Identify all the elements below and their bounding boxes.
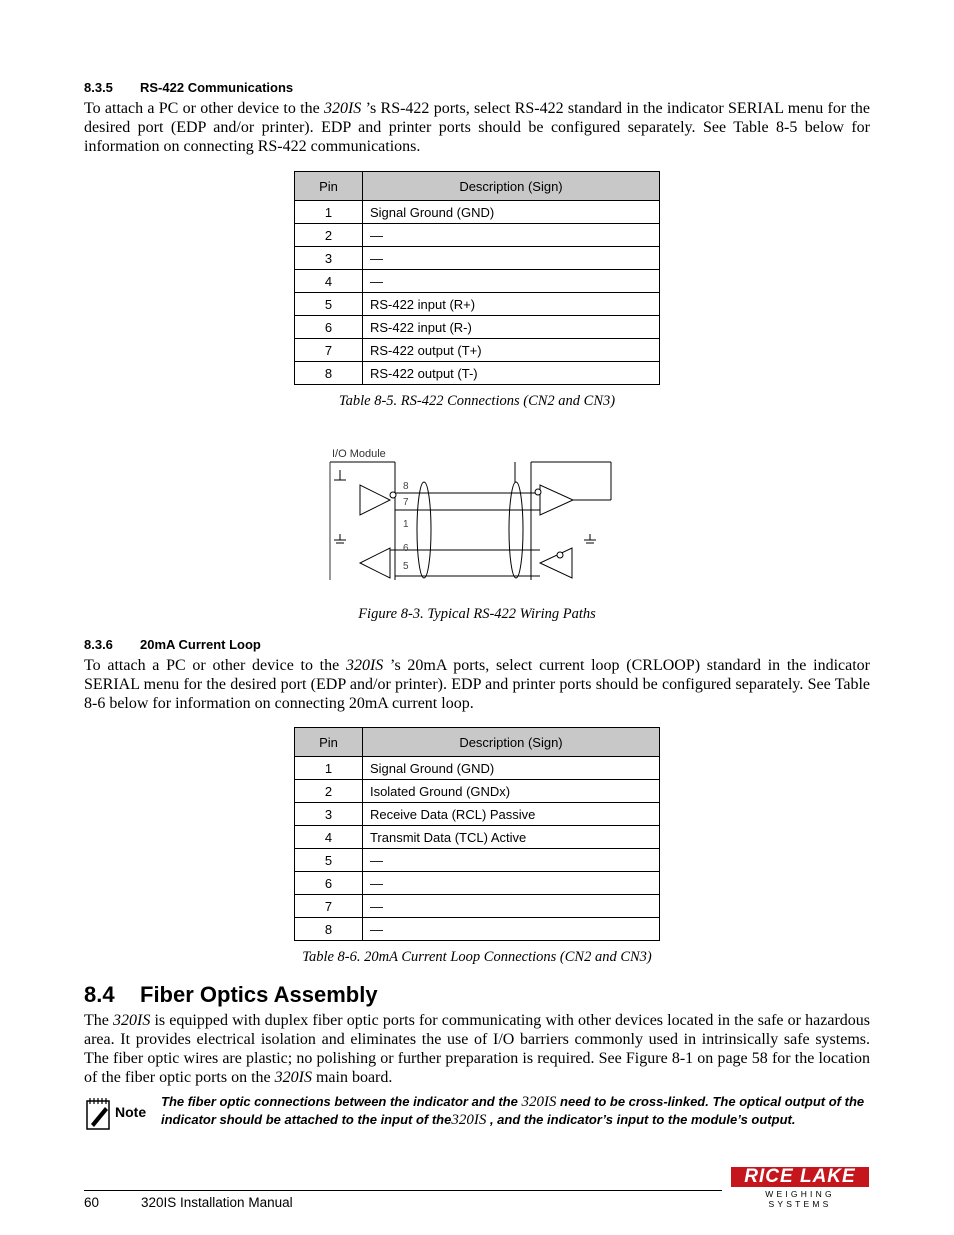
description-cell: —	[362, 872, 659, 895]
column-header-description: Description (Sign)	[362, 728, 659, 757]
paragraph-fiber-optics: The 320IS is equipped with duplex fiber optic ports for communicating with other devices located in the safe or hazardous area. It provides electrical isolation and eliminates the use of I/O barriers commonly used in intrinsically safe systems. The fiber optic wires are plastic; no polishing or further preparation is required. See Figure 8-1 on page 58 for the location of the fiber optic ports on the 320IS main board.	[84, 1012, 870, 1086]
pin-label: 5	[403, 561, 409, 572]
description-cell: —	[362, 270, 659, 293]
pin-cell: 7	[295, 339, 363, 362]
description-cell: RS-422 input (R+)	[362, 293, 659, 316]
note-callout	[85, 1097, 155, 1131]
table-row	[295, 849, 660, 872]
pin-cell: 4	[295, 270, 363, 293]
table-row	[295, 872, 660, 895]
pin-cell: 6	[295, 316, 363, 339]
product-name: 320IS	[113, 1012, 151, 1029]
table-row	[295, 293, 660, 316]
footer-rule	[84, 1190, 722, 1191]
product-name: 320IS	[521, 1094, 557, 1110]
page-number: 60	[84, 1195, 100, 1210]
table-row	[295, 757, 660, 780]
pin-label: 7	[403, 497, 409, 508]
section-heading-835	[84, 80, 293, 95]
table-caption: Table 8-6. 20mA Current Loop Connections (CN2 and CN3)	[302, 949, 652, 965]
section-heading-84	[84, 982, 378, 1008]
description-cell: Signal Ground (GND)	[362, 201, 659, 224]
pin-cell: 1	[295, 757, 363, 780]
section-number: 8.3.5	[84, 80, 113, 95]
pin-cell: 6	[295, 872, 363, 895]
description-cell: —	[362, 895, 659, 918]
notepad-icon	[85, 1097, 113, 1131]
table-row	[295, 895, 660, 918]
logo-wordmark: RICE LAKE	[731, 1167, 869, 1187]
pin-cell: 1	[295, 201, 363, 224]
description-cell: —	[362, 918, 659, 941]
table-row	[295, 826, 660, 849]
rice-lake-logo	[731, 1167, 869, 1209]
table-caption: Table 8-5. RS-422 Connections (CN2 and CN3)	[338, 393, 616, 409]
section-number: 8.4	[84, 982, 115, 1007]
paragraph-current-loop: To attach a PC or other device to the 320IS ’s 20mA ports, select current loop (CRLOOP) standard in the indicator SERIAL menu for the desired port (EDP and/or printer). EDP and printer ports should be configured separately. See Table 8-6 below for information on connecting 20mA current loop.	[84, 657, 871, 712]
pin-cell: 2	[295, 780, 363, 803]
column-header-pin: Pin	[295, 728, 363, 757]
section-title: Fiber Optics Assembly	[140, 982, 378, 1007]
description-cell: Transmit Data (TCL) Active	[362, 826, 659, 849]
paragraph-rs422: To attach a PC or other device to the 320IS ’s RS-422 ports, select RS-422 standard in the indicator SERIAL menu for the desired port (EDP and/or printer). EDP and printer ports should be configured separately. See Table 8-5 below for information on connecting RS-422 communications.	[84, 100, 871, 155]
table-row	[295, 803, 660, 826]
pin-cell: 7	[295, 895, 363, 918]
column-header-description: Description (Sign)	[362, 172, 659, 201]
table-row	[295, 780, 660, 803]
description-cell: RS-422 input (R-)	[362, 316, 659, 339]
section-title: RS-422 Communications	[140, 80, 294, 95]
io-module-label: I/O Module	[332, 448, 386, 460]
table-row	[295, 339, 660, 362]
rs422-wiring-diagram	[320, 440, 620, 590]
table-row	[295, 224, 660, 247]
product-name: 320IS	[345, 657, 384, 674]
table-rs422-connections	[294, 171, 660, 385]
table-row	[295, 918, 660, 941]
description-cell: RS-422 output (T-)	[362, 362, 659, 385]
pin-cell: 3	[295, 803, 363, 826]
pin-cell: 8	[295, 918, 363, 941]
product-name: 320IS	[451, 1112, 487, 1128]
description-cell: —	[362, 849, 659, 872]
pin-label: 1	[403, 519, 409, 530]
product-name: 320IS	[274, 1069, 312, 1086]
table-row	[295, 316, 660, 339]
pin-cell: 5	[295, 849, 363, 872]
pin-cell: 4	[295, 826, 363, 849]
note-label: Note	[115, 1104, 147, 1120]
section-number: 8.3.6	[84, 637, 113, 652]
pin-cell: 8	[295, 362, 363, 385]
table-row	[295, 247, 660, 270]
description-cell: —	[362, 247, 659, 270]
table-row	[295, 201, 660, 224]
manual-title: 320IS Installation Manual	[141, 1195, 293, 1210]
pin-cell: 5	[295, 293, 363, 316]
product-name: 320IS	[323, 100, 362, 117]
logo-tagline: WEIGHING SYSTEMS	[765, 1189, 835, 1209]
description-cell: Receive Data (RCL) Passive	[362, 803, 659, 826]
note-text: The fiber optic connections between the indicator and the 320IS need to be cross-linked. The optical output of the indicator should be attached to the input of the320IS , and the indicator’s input to the module’s output.	[161, 1094, 865, 1128]
table-row	[295, 362, 660, 385]
description-cell: Signal Ground (GND)	[362, 757, 659, 780]
column-header-pin: Pin	[295, 172, 363, 201]
pin-label: 6	[403, 543, 409, 554]
description-cell: RS-422 output (T+)	[362, 339, 659, 362]
description-cell: —	[362, 224, 659, 247]
table-current-loop-connections	[294, 727, 660, 941]
pin-cell: 3	[295, 247, 363, 270]
pin-label: 8	[403, 481, 409, 492]
pin-cell: 2	[295, 224, 363, 247]
section-heading-836	[84, 637, 261, 652]
section-title: 20mA Current Loop	[140, 637, 261, 652]
table-row	[295, 270, 660, 293]
figure-caption: Figure 8-3. Typical RS-422 Wiring Paths	[358, 606, 596, 622]
description-cell: Isolated Ground (GNDx)	[362, 780, 659, 803]
